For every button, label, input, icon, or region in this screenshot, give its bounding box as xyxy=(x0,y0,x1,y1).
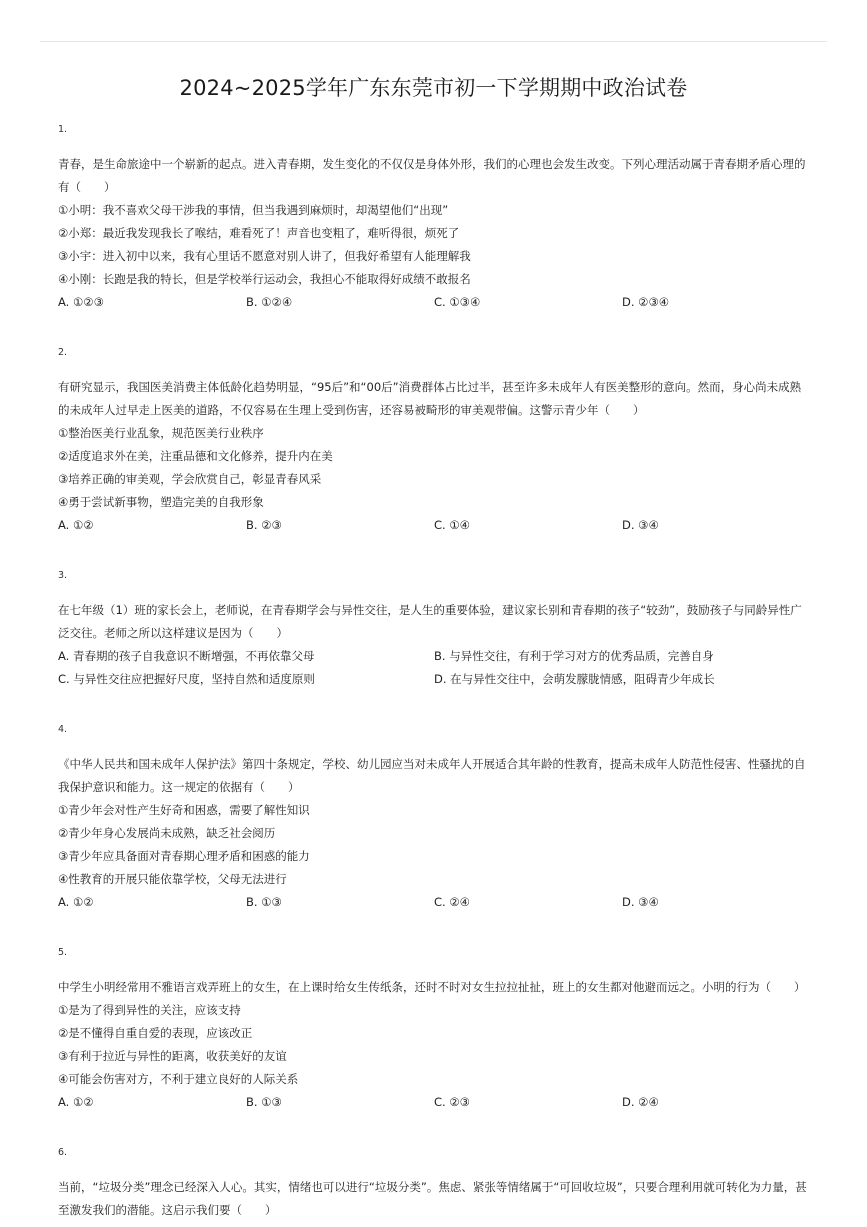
statement: ①青少年会对性产生好奇和困惑，需要了解性知识 xyxy=(58,803,310,817)
option-c[interactable]: C. ②④ xyxy=(434,895,470,909)
option-c[interactable]: C. ①③④ xyxy=(434,295,481,309)
statement: ②适度追求外在美，注重品德和文化修养，提升内在美 xyxy=(58,449,333,463)
option-d[interactable]: D. ③④ xyxy=(622,518,659,532)
option-c[interactable]: C. ①④ xyxy=(434,518,470,532)
statement: ④性教育的开展只能依靠学校，父母无法进行 xyxy=(58,872,287,886)
question-number: 3. xyxy=(58,570,68,581)
option-a[interactable]: A. ①② xyxy=(58,1095,94,1109)
question-list xyxy=(58,116,810,1222)
option-b[interactable]: B. ①③ xyxy=(246,1095,282,1109)
question-number: 4. xyxy=(58,724,68,735)
statement: ③青少年应具备面对青春期心理矛盾和困惑的能力 xyxy=(58,849,310,863)
question-2 xyxy=(58,346,810,537)
statement: ①整治医美行业乱象，规范医美行业秩序 xyxy=(58,426,264,440)
option-d[interactable]: D. ③④ xyxy=(622,895,659,909)
question-stem: 有研究显示，我国医美消费主体低龄化趋势明显，“95后”和“00后”消费群体占比过半，甚至许多未成年人有医美整形的意向。然而，身心尚未成熟的未成年人过早走上医美的道路，不仅容易在生理上受到伤害，还容易被畸形的审美观带偏。这警示青少年（ ） xyxy=(58,380,802,417)
option-c[interactable]: C. ②③ xyxy=(434,1095,470,1109)
options-row xyxy=(58,291,810,314)
option-d[interactable]: D. ②③④ xyxy=(622,295,670,309)
question-number: 6. xyxy=(58,1147,68,1158)
option-b[interactable]: B. ②③ xyxy=(246,518,282,532)
options-row xyxy=(58,891,810,914)
statement: ①是为了得到异性的关注，应该支持 xyxy=(58,1003,241,1017)
option-a[interactable]: A. ①②③ xyxy=(58,295,104,309)
option-a[interactable]: A. 青春期的孩子自我意识不断增强，不再依靠父母 xyxy=(58,649,315,663)
statement: ④勇于尝试新事物，塑造完美的自我形象 xyxy=(58,495,264,509)
question-number: 1. xyxy=(58,124,68,135)
statement: ②青少年身心发展尚未成熟，缺乏社会阅历 xyxy=(58,826,276,840)
option-b[interactable]: B. 与异性交往，有利于学习对方的优秀品质，完善自身 xyxy=(434,649,714,663)
question-stem: 当前，“垃圾分类”理念已经深入人心。其实，情绪也可以进行“垃圾分类”。焦虑、紧张等情绪属于“可回收垃圾”，只要合理利用就可转化为力量，甚至激发我们的潜能。这启示我们要（ ） xyxy=(58,1180,807,1217)
option-b[interactable]: B. ①②④ xyxy=(246,295,293,309)
statement: ④可能会伤害对方，不利于建立良好的人际关系 xyxy=(58,1072,299,1086)
options-row xyxy=(58,645,810,668)
statement: ③培养正确的审美观，学会欣赏自己，彰显青春风采 xyxy=(58,472,322,486)
options-row xyxy=(58,668,810,691)
options-row xyxy=(58,514,810,537)
statement: ①小明：我不喜欢父母干涉我的事情，但当我遇到麻烦时，却渴望他们“出现” xyxy=(58,203,449,217)
question-number: 5. xyxy=(58,947,68,958)
statement: ②是不懂得自重自爱的表现，应该改正 xyxy=(58,1026,253,1040)
options-row xyxy=(58,1091,810,1114)
question-stem: 青春，是生命旅途中一个崭新的起点。进入青春期，发生变化的不仅仅是身体外形，我们的心理也会发生改变。下列心理活动属于青春期矛盾心理的有（ ） xyxy=(58,157,806,194)
statement: ③小宇：进入初中以来，我有心里话不愿意对别人讲了，但我好希望有人能理解我 xyxy=(58,249,471,263)
statement: ③有利于拉近与异性的距离，收获美好的友谊 xyxy=(58,1049,287,1063)
option-b[interactable]: B. ①③ xyxy=(246,895,282,909)
question-6 xyxy=(58,1146,810,1222)
question-4 xyxy=(58,723,810,914)
question-stem: 《中华人民共和国未成年人保护法》第四十条规定，学校、幼儿园应当对未成年人开展适合其年龄的性教育，提高未成年人防范性侵害、性骚扰的自我保护意识和能力。这一规定的依据有（ ） xyxy=(58,757,806,794)
option-d[interactable]: D. 在与异性交往中，会萌发朦胧情感，阻碍青少年成长 xyxy=(434,672,715,686)
option-d[interactable]: D. ②④ xyxy=(622,1095,659,1109)
header-divider xyxy=(40,41,827,42)
statement: ②小郑：最近我发现我长了喉结，难看死了！声音也变粗了，难听得很，烦死了 xyxy=(58,226,460,240)
option-c[interactable]: C. 与异性交往应把握好尺度，坚持自然和适度原则 xyxy=(58,672,315,686)
option-a[interactable]: A. ①② xyxy=(58,518,94,532)
question-number: 2. xyxy=(58,347,68,358)
question-stem: 在七年级（1）班的家长会上，老师说，在青春期学会与异性交往，是人生的重要体验，建议家长别和青春期的孩子“较劲”，鼓励孩子与同龄异性广泛交往。老师之所以这样建议是因为（ ） xyxy=(58,603,802,640)
question-1 xyxy=(58,123,810,314)
option-a[interactable]: A. ①② xyxy=(58,895,94,909)
question-stem: 中学生小明经常用不雅语言戏弄班上的女生，在上课时给女生传纸条，还时不时对女生拉拉扯扯，班上的女生都对他避而远之。小明的行为（ ） xyxy=(58,980,806,994)
page-title: 2024~2025学年广东东莞市初一下学期期中政治试卷 xyxy=(179,76,688,100)
statement: ④小刚：长跑是我的特长，但是学校举行运动会，我担心不能取得好成绩不敢报名 xyxy=(58,272,471,286)
question-3 xyxy=(58,569,810,691)
question-5 xyxy=(58,946,810,1114)
